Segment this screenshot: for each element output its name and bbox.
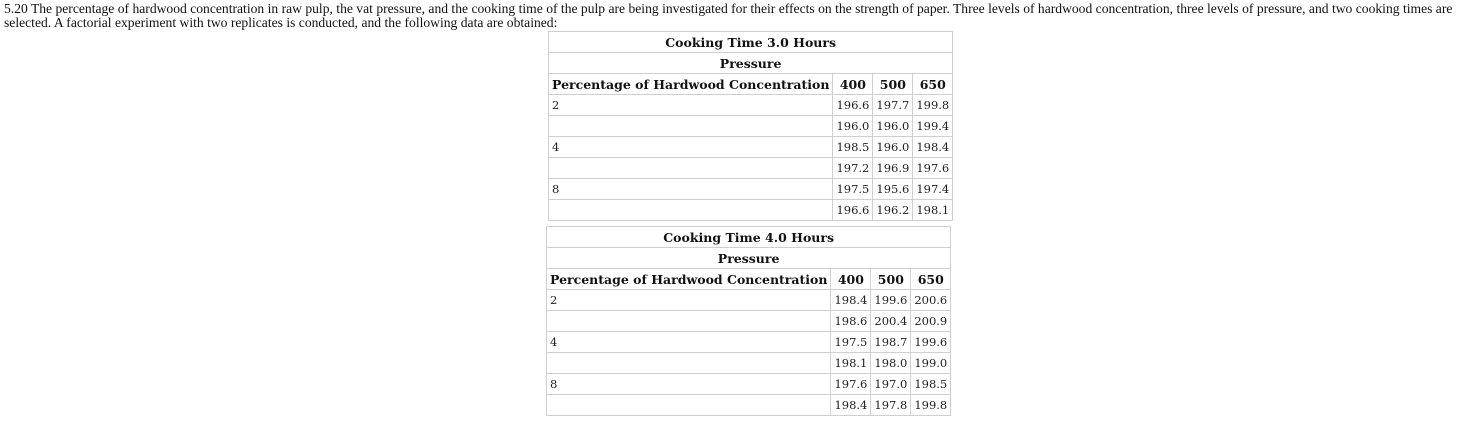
row-label — [549, 158, 833, 179]
table-title-row — [547, 227, 951, 248]
table-cell: 199.8 — [913, 95, 953, 116]
table-row — [547, 290, 951, 311]
column-header: 650 — [911, 269, 951, 290]
table-cell: 196.0 — [873, 137, 913, 158]
table-cell: 199.8 — [911, 395, 951, 416]
table-subtitle: Pressure — [549, 53, 953, 74]
row-label: 8 — [549, 179, 833, 200]
table-cell: 197.6 — [831, 374, 871, 395]
table-row — [549, 95, 953, 116]
column-header: 650 — [913, 74, 953, 95]
problem-statement: 5.20 The percentage of hardwood concentration in raw pulp, the vat pressure, and the cooking time of the pulp are being investigated for their effects on the strength of paper. Three levels of hardwood concentration, three levels of pressure, and two cooking times are selected. A factorial experiment with two replicates is conducted, and the following data are obtained: — [4, 1, 1453, 30]
table-cell: 198.5 — [833, 137, 873, 158]
table-cell: 198.1 — [913, 200, 953, 221]
row-label: 4 — [549, 137, 833, 158]
table-row — [547, 353, 951, 374]
row-label — [549, 116, 833, 137]
table-cell: 198.6 — [831, 311, 871, 332]
table-row — [549, 137, 953, 158]
table-cell: 196.0 — [873, 116, 913, 137]
column-header: 500 — [871, 269, 911, 290]
table-cell: 198.4 — [831, 290, 871, 311]
table-cell: 196.6 — [833, 200, 873, 221]
row-label — [547, 311, 831, 332]
row-label: 8 — [547, 374, 831, 395]
column-header: 400 — [833, 74, 873, 95]
table-subtitle: Pressure — [547, 248, 951, 269]
table-cell: 197.7 — [873, 95, 913, 116]
table-cell: 200.6 — [911, 290, 951, 311]
cooking-time-3-table — [548, 31, 953, 221]
table-cell: 196.0 — [833, 116, 873, 137]
table-row — [549, 179, 953, 200]
table-cell: 199.6 — [871, 290, 911, 311]
column-header: 500 — [873, 74, 913, 95]
table-row — [549, 200, 953, 221]
row-label: 4 — [547, 332, 831, 353]
table-cell: 200.9 — [911, 311, 951, 332]
table-cell: 198.0 — [871, 353, 911, 374]
table-cell: 197.6 — [913, 158, 953, 179]
table-cell: 196.6 — [833, 95, 873, 116]
table-cell: 198.5 — [911, 374, 951, 395]
table-title: Cooking Time 4.0 Hours — [547, 227, 951, 248]
table-subtitle-row — [549, 53, 953, 74]
table-row — [547, 311, 951, 332]
table-header-row — [547, 269, 951, 290]
column-header: 400 — [831, 269, 871, 290]
table-cell: 197.4 — [913, 179, 953, 200]
table-cell: 199.6 — [911, 332, 951, 353]
row-header: Percentage of Hardwood Concentration — [549, 74, 833, 95]
table-cell: 197.0 — [871, 374, 911, 395]
table-cell: 198.1 — [831, 353, 871, 374]
table-cell: 198.4 — [913, 137, 953, 158]
cooking-time-4-table — [546, 226, 951, 416]
table-title: Cooking Time 3.0 Hours — [549, 32, 953, 53]
table-title-row — [549, 32, 953, 53]
table-cell: 199.4 — [913, 116, 953, 137]
table-header-row — [549, 74, 953, 95]
row-header: Percentage of Hardwood Concentration — [547, 269, 831, 290]
table-cell: 197.5 — [833, 179, 873, 200]
table-cell: 197.2 — [833, 158, 873, 179]
table-row — [549, 116, 953, 137]
table-cell: 196.2 — [873, 200, 913, 221]
table-cell: 198.7 — [871, 332, 911, 353]
row-label: 2 — [547, 290, 831, 311]
table-row — [547, 395, 951, 416]
table-row — [547, 374, 951, 395]
table-row — [549, 158, 953, 179]
table-cell: 195.6 — [873, 179, 913, 200]
table-cell: 197.8 — [871, 395, 911, 416]
table-cell: 198.4 — [831, 395, 871, 416]
row-label — [549, 200, 833, 221]
row-label: 2 — [549, 95, 833, 116]
table-subtitle-row — [547, 248, 951, 269]
table-cell: 199.0 — [911, 353, 951, 374]
table-cell: 200.4 — [871, 311, 911, 332]
table-row — [547, 332, 951, 353]
row-label — [547, 353, 831, 374]
table-cell: 197.5 — [831, 332, 871, 353]
table-cell: 196.9 — [873, 158, 913, 179]
row-label — [547, 395, 831, 416]
